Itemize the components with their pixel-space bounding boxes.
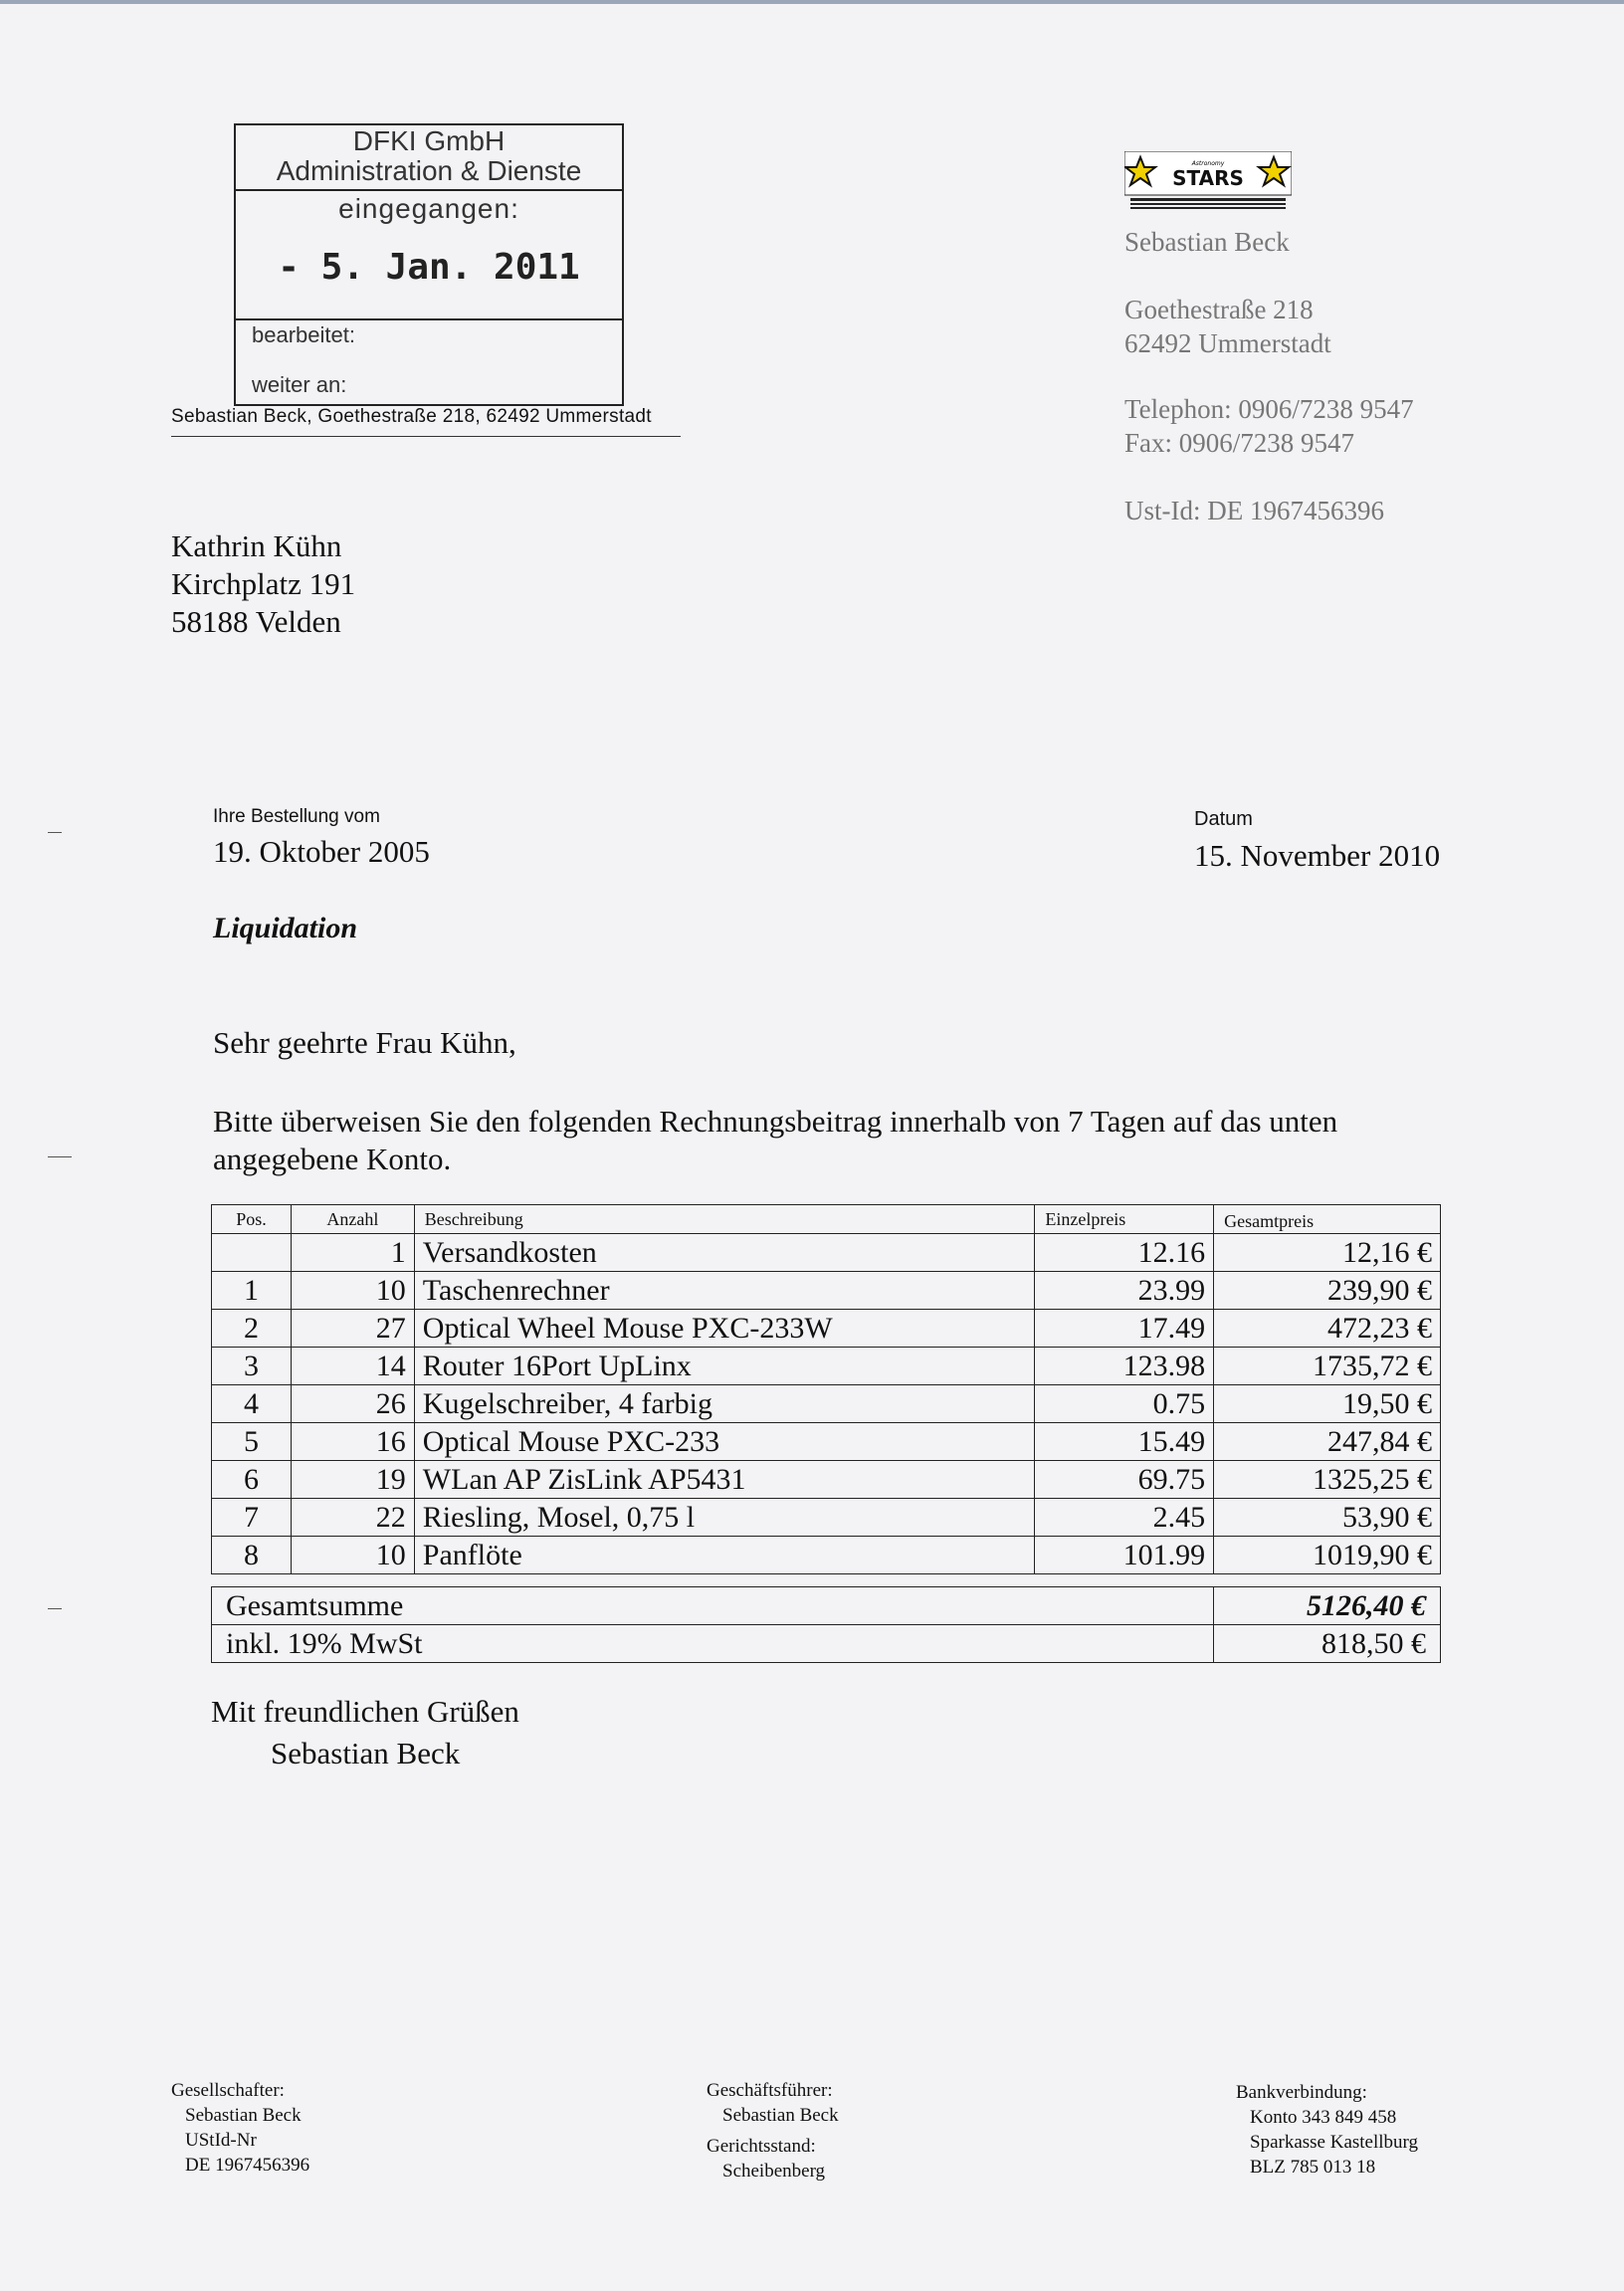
received-stamp [234, 123, 624, 406]
letter-date: 15. November 2010 [1194, 838, 1441, 873]
cell-total-price: 1325,25 € [1214, 1461, 1441, 1499]
footer-label: Geschäftsführer: [707, 2080, 833, 2101]
stamp-received-label: eingegangen: [338, 193, 519, 224]
letterhead [1124, 225, 1414, 527]
cell-total-price: 53,90 € [1214, 1499, 1441, 1537]
footer-value: Konto 343 849 458 [1250, 2107, 1397, 2128]
column-header-pos: Pos. [212, 1205, 292, 1234]
date-label: Datum [1194, 808, 1253, 830]
stamp-company: DFKI GmbH [352, 125, 506, 156]
cell-unit-price: 23.99 [1035, 1272, 1214, 1310]
table-row [212, 1537, 1441, 1574]
signature-name: Sebastian Beck [271, 1736, 461, 1770]
cell-unit-price: 2.45 [1035, 1499, 1214, 1537]
cell-qty: 10 [291, 1272, 414, 1310]
table-row [212, 1461, 1441, 1499]
footer-value: Sebastian Beck [185, 2105, 302, 2126]
total-value: 5126,40 € [1214, 1587, 1441, 1625]
table-row [212, 1499, 1441, 1537]
footer-value: Scheibenberg [722, 2161, 826, 2182]
recipient-city: 58188 Velden [171, 604, 341, 639]
letterhead-street: Goethestraße 218 [1124, 295, 1314, 324]
cell-description: Kugelschreiber, 4 farbig [414, 1385, 1035, 1423]
cell-qty: 10 [291, 1537, 414, 1574]
cell-qty: 26 [291, 1385, 414, 1423]
footer-label: Gerichtsstand: [707, 2136, 816, 2157]
footer-value: Sparkasse Kastellburg [1250, 2132, 1419, 2153]
cell-qty: 19 [291, 1461, 414, 1499]
cell-pos: 8 [212, 1537, 292, 1574]
body-line: angegebene Konto. [213, 1142, 452, 1176]
sender-rule [171, 436, 681, 437]
cell-unit-price: 101.99 [1035, 1537, 1214, 1574]
cell-description: WLan AP ZisLink AP5431 [414, 1461, 1035, 1499]
recipient-address [171, 527, 355, 641]
cell-pos: 2 [212, 1310, 292, 1348]
footer-label: UStId-Nr [185, 2130, 257, 2151]
recipient-name: Kathrin Kühn [171, 528, 342, 563]
cell-qty: 16 [291, 1423, 414, 1461]
letterhead-name: Sebastian Beck [1124, 227, 1290, 257]
stamp-divider [236, 318, 622, 320]
page-top-edge [0, 0, 1624, 4]
cell-pos: 6 [212, 1461, 292, 1499]
table-header-row [212, 1205, 1441, 1234]
cell-description: Router 16Port UpLinx [414, 1348, 1035, 1385]
footer-value: BLZ 785 013 18 [1250, 2157, 1376, 2178]
cell-pos: 3 [212, 1348, 292, 1385]
total-label: Gesamtsumme [212, 1587, 1214, 1625]
cell-pos [212, 1234, 292, 1272]
cell-qty: 22 [291, 1499, 414, 1537]
fold-mark [48, 832, 62, 833]
table-row [212, 1423, 1441, 1461]
cell-description: Riesling, Mosel, 0,75 l [414, 1499, 1035, 1537]
body-text [213, 1103, 1337, 1178]
column-header-total-price: Gesamtpreis [1214, 1205, 1441, 1234]
column-header-unit-price: Einzelpreis [1035, 1205, 1214, 1234]
logo-small-text: Astronomy [1191, 160, 1225, 167]
stamp-divider [236, 189, 622, 191]
column-header-qty: Anzahl [291, 1205, 414, 1234]
cell-total-price: 472,23 € [1214, 1310, 1441, 1348]
closing: Mit freundlichen Grüßen [211, 1694, 519, 1729]
total-row [212, 1587, 1441, 1625]
footer-value: Sebastian Beck [722, 2105, 839, 2126]
cell-description: Versandkosten [414, 1234, 1035, 1272]
table-row [212, 1272, 1441, 1310]
cell-description: Taschenrechner [414, 1272, 1035, 1310]
invoice-table [211, 1204, 1441, 1574]
vat-label: inkl. 19% MwSt [212, 1625, 1214, 1663]
vat-value: 818,50 € [1214, 1625, 1441, 1663]
footer-shareholder [171, 2078, 309, 2178]
cell-description: Optical Mouse PXC-233 [414, 1423, 1035, 1461]
salutation: Sehr geehrte Frau Kühn, [213, 1025, 516, 1060]
cell-total-price: 12,16 € [1214, 1234, 1441, 1272]
cell-description: Optical Wheel Mouse PXC-233W [414, 1310, 1035, 1348]
order-date-label: Ihre Bestellung vom [213, 806, 380, 827]
sender-return-address: Sebastian Beck, Goethestraße 218, 62492 Ummerstadt [171, 406, 652, 427]
cell-unit-price: 12.16 [1035, 1234, 1214, 1272]
cell-qty: 27 [291, 1310, 414, 1348]
cell-total-price: 1735,72 € [1214, 1348, 1441, 1385]
cell-unit-price: 123.98 [1035, 1348, 1214, 1385]
order-date: 19. Oktober 2005 [213, 834, 430, 869]
letterhead-city: 62492 Ummerstadt [1124, 328, 1331, 358]
cell-pos: 5 [212, 1423, 292, 1461]
stars-logo-graphic [1124, 151, 1292, 215]
cell-total-price: 1019,90 € [1214, 1537, 1441, 1574]
footer-label: Bankverbindung: [1236, 2082, 1367, 2103]
cell-qty: 14 [291, 1348, 414, 1385]
letterhead-phone: Telephon: 0906/7238 9547 [1124, 394, 1414, 424]
stamp-processed-label: bearbeitet: [252, 322, 355, 347]
body-line: Bitte überweisen Sie den folgenden Rechnungsbeitrag innerhalb von 7 Tagen auf das unten [213, 1104, 1338, 1139]
table-row [212, 1234, 1441, 1272]
letterhead-vat: Ust-Id: DE 1967456396 [1124, 496, 1384, 525]
table-row [212, 1348, 1441, 1385]
footer-bank [1236, 2080, 1418, 2180]
stamp-department: Administration & Dienste [276, 155, 582, 186]
cell-pos: 1 [212, 1272, 292, 1310]
stars-logo [1124, 151, 1292, 215]
stamp-date: - 5. Jan. 2011 [278, 247, 580, 288]
subject: Liquidation [213, 912, 358, 944]
cell-total-price: 247,84 € [1214, 1423, 1441, 1461]
table-row [212, 1385, 1441, 1423]
vat-row [212, 1625, 1441, 1663]
footer-label: Gesellschafter: [171, 2080, 285, 2101]
fold-mark [48, 1608, 62, 1609]
footer-value: DE 1967456396 [185, 2155, 310, 2176]
cell-pos: 4 [212, 1385, 292, 1423]
cell-total-price: 19,50 € [1214, 1385, 1441, 1423]
cell-unit-price: 15.49 [1035, 1423, 1214, 1461]
punch-mark [48, 1156, 72, 1157]
totals-table [211, 1586, 1441, 1663]
stamp-forward-label: weiter an: [252, 372, 347, 397]
cell-pos: 7 [212, 1499, 292, 1537]
column-header-description: Beschreibung [414, 1205, 1035, 1234]
cell-unit-price: 0.75 [1035, 1385, 1214, 1423]
recipient-street: Kirchplatz 191 [171, 566, 356, 601]
cell-total-price: 239,90 € [1214, 1272, 1441, 1310]
footer-management [707, 2078, 839, 2184]
cell-description: Panflöte [414, 1537, 1035, 1574]
letterhead-fax: Fax: 0906/7238 9547 [1124, 428, 1355, 458]
logo-text: STARS [1172, 166, 1244, 190]
table-row [212, 1310, 1441, 1348]
cell-unit-price: 69.75 [1035, 1461, 1214, 1499]
cell-unit-price: 17.49 [1035, 1310, 1214, 1348]
cell-qty: 1 [291, 1234, 414, 1272]
